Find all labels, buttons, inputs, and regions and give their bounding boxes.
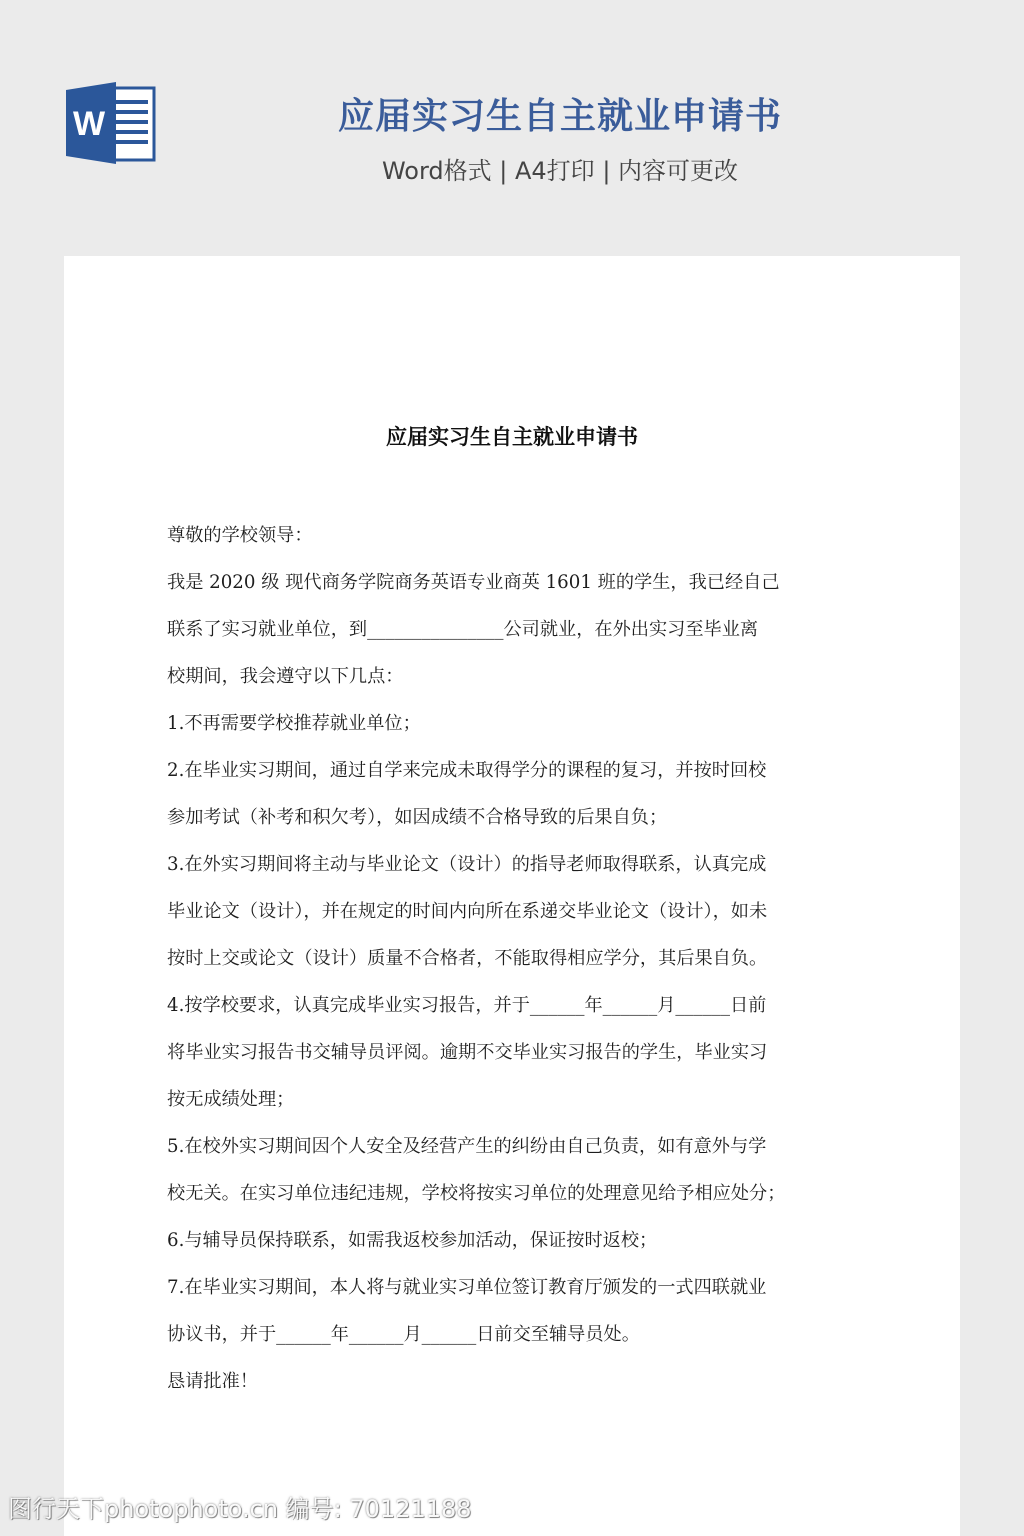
salutation-line: 尊敬的学校领导： (167, 525, 313, 546)
body-line: 3.在外实习期间将主动与毕业论文（设计）的指导老师取得联系，认真完成 (167, 854, 767, 875)
body-line: 4.按学校要求，认真完成毕业实习报告，并于______年______月______日前 (167, 995, 767, 1016)
body-line: 校期间，我会遵守以下几点： (167, 666, 404, 687)
document-title: 应届实习生自主就业申请书 (386, 425, 638, 449)
body-line: 联系了实习就业单位，到_______________公司就业，在外出实习至毕业离 (167, 619, 759, 640)
body-line: 协议书，并于______年______月______日前交至辅导员处。 (167, 1324, 640, 1345)
svg-text:W: W (72, 105, 106, 143)
body-line: 2.在毕业实习期间，通过自学来完成未取得学分的课程的复习，并按时回校 (167, 760, 767, 781)
closing-line: 恳请批准！ (167, 1371, 258, 1392)
word-document-icon (66, 80, 158, 166)
body-line: 参加考试（补考和积欠考），如因成绩不合格导致的后果自负； (167, 807, 668, 828)
body-line: 1.不再需要学校推荐就业单位； (167, 713, 421, 734)
body-line: 将毕业实习报告书交辅导员评阅。逾期不交毕业实习报告的学生，毕业实习 (167, 1042, 768, 1063)
body-line: 7.在毕业实习期间，本人将与就业实习单位签订教育厅颁发的一式四联就业 (167, 1277, 767, 1298)
body-line: 6.与辅导员保持联系，如需我返校参加活动，保证按时返校； (167, 1230, 658, 1251)
document-page (64, 256, 960, 1536)
body-line: 我是 2020 级 现代商务学院商务英语专业商英 1601 班的学生，我已经自己 (167, 572, 780, 593)
watermark: 图行天下photophoto.cn 编号: 70121188 (8, 1495, 472, 1523)
header-subtitle: Word格式 | A4打印 | 内容可更改 (381, 157, 739, 185)
body-line: 毕业论文（设计），并在规定的时间内向所在系递交毕业论文（设计），如未 (167, 901, 768, 922)
body-line: 校无关。在实习单位违纪违规，学校将按实习单位的处理意见给予相应处分； (167, 1183, 786, 1204)
body-line: 5.在校外实习期间因个人安全及经营产生的纠纷由自己负责，如有意外与学 (167, 1136, 767, 1157)
body-line: 按无成绩处理； (167, 1089, 295, 1110)
page-header (0, 0, 1024, 256)
document-body (167, 512, 867, 1405)
body-line: 按时上交或论文（设计）质量不合格者，不能取得相应学分，其后果自负。 (167, 948, 768, 969)
header-title: 应届实习生自主就业申请书 (337, 96, 782, 137)
